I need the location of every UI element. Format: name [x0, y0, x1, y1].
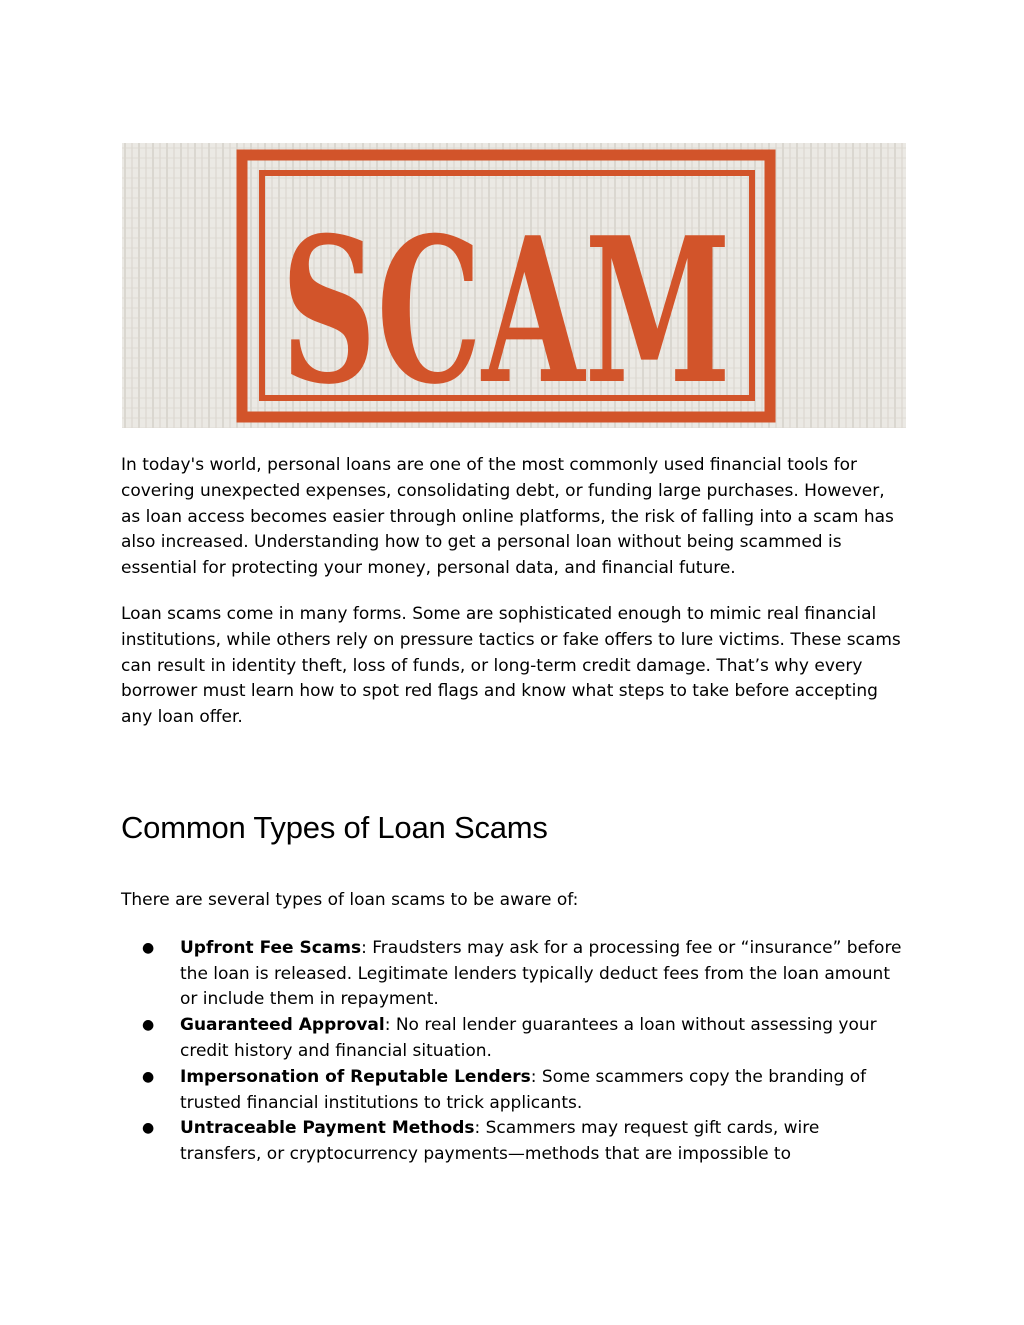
- section-lead: There are several types of loan scams to be aware of:: [121, 889, 579, 910]
- list-item-text: : Fraudsters may ask for a processing fee or “insurance” before the loan is released. Legitimate lenders typically deduct fees from the loan amount or include them in repayment.: [180, 937, 902, 1010]
- article-body: [121, 453, 906, 1168]
- bullet-icon: ●: [142, 1068, 155, 1085]
- scam-stamp-text: SCAM: [281, 194, 731, 428]
- list-item-text: : Some scammers copy the branding of trusted financial institutions to trick applicants.: [180, 1066, 867, 1113]
- section-heading: Common Types of Loan Scams: [121, 809, 548, 845]
- intro-paragraph-2: Loan scams come in many forms. Some are sophisticated enough to mimic real financial institutions, while others rely on pressure tactics or fake offers to lure victims. These scams can result in identity theft, loss of funds, or long-term credit damage. That’s why every borrower must learn how to spot red flags and know what steps to take before accepting any loan offer.: [121, 603, 901, 728]
- bullet-icon: ●: [142, 1017, 155, 1034]
- list-item-term: Untraceable Payment Methods: [180, 1118, 475, 1139]
- list-item-text: : No real lender guarantees a loan without assessing your credit history and financial situation.: [180, 1015, 877, 1061]
- scam-stamp-image: [122, 143, 906, 428]
- bullet-icon: ●: [142, 1120, 155, 1137]
- list-item-text: : Scammers may request gift cards, wire transfers, or cryptocurrency payments—methods that are impossible to: [180, 1118, 820, 1165]
- list-item: [121, 1013, 906, 1065]
- bullet-icon: ●: [142, 939, 155, 956]
- list-item-term: Upfront Fee Scams: [180, 937, 362, 958]
- list-item: [121, 1065, 906, 1117]
- intro-paragraph-1: In today's world, personal loans are one of the most commonly used financial tools for covering unexpected expenses, consolidating debt, or funding large purchases. However, as loan access becomes easier through online platforms, the risk of falling into a scam has also increased. Understanding how to get a personal loan without being scammed is essential for protecting your money, personal data, and financial future.: [121, 455, 894, 579]
- list-item: [121, 936, 906, 1013]
- scam-types-list: [121, 936, 906, 1168]
- scam-stamp-graphic: [122, 143, 906, 428]
- list-item: [121, 1116, 906, 1168]
- list-item-term: Impersonation of Reputable Lenders: [180, 1066, 531, 1087]
- list-item-term: Guaranteed Approval: [180, 1015, 385, 1036]
